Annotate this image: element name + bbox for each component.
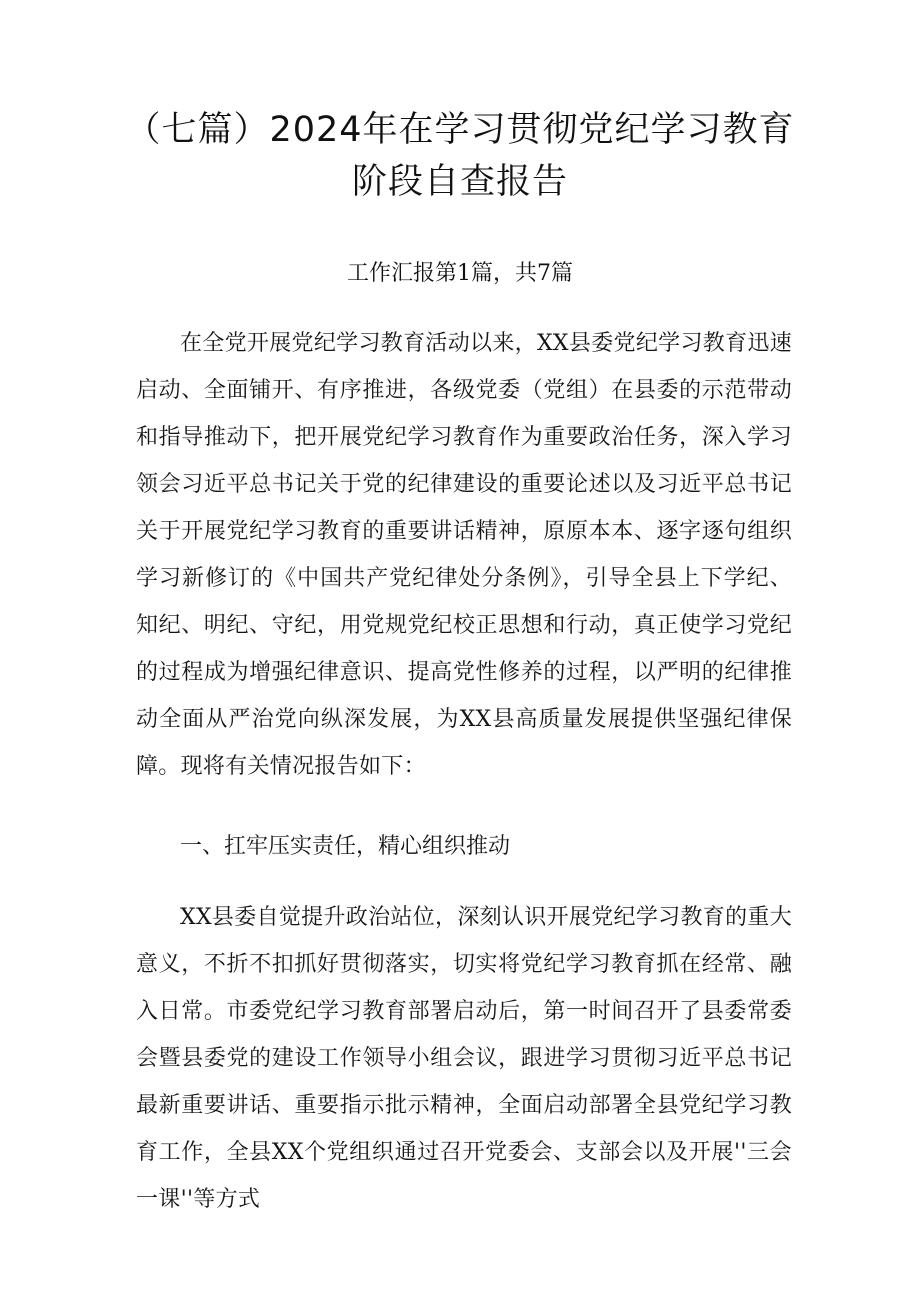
section-1-paragraph: XX县委自觉提升政治站位，深刻认识开展党纪学习教育的重大意义，不折不扣抓好贯彻落实，切实将党纪学习教育抓在经常、融入日常。市委党纪学习教育部署启动后，第一时间召开了县委常委会暨县委党的建设工作领导小组会议，跟进学习贯彻习近平总书记最新重要讲话、重要指示批示精神，全面启动部署全县党纪学习教育工作，全县XX个党组织通过召开党委会、支部会以及开展''三会一课''等方式 [136,905,792,1212]
section-heading-1: 一、扛牢压实责任，精心组织推动 [180,834,511,859]
document-title [0,104,920,208]
document-subtitle: 工作汇报第1篇，共7篇 [347,261,573,286]
intro-paragraph: 在全党开展党纪学习教育活动以来，XX县委党纪学习教育迅速启动、全面铺开、有序推进，各级党委（党组）在县委的示范带动和指导推动下，把开展党纪学习教育作为重要政治任务，深入学习领会习近平总书记关于党的纪律建设的重要论述以及习近平总书记关于开展党纪学习教育的重要讲话精神，原原本本、逐字逐句组织学习新修订的《中国共产党纪律处分条例》，引导全县上下学纪、知纪、明纪、守纪，用党规党纪校正思想和行动，真正使学习党纪的过程成为增强纪律意识、提高党性修养的过程，以严明的纪律推动全面从严治党向纵深发展，为XX县高质量发展提供坚强纪律保障。现将有关情况报告如下： [136,331,792,779]
title-line-2: 阶段自查报告 [351,162,568,202]
title-line-1: （七篇）2024年在学习贯彻党纪学习教育 [125,110,795,150]
